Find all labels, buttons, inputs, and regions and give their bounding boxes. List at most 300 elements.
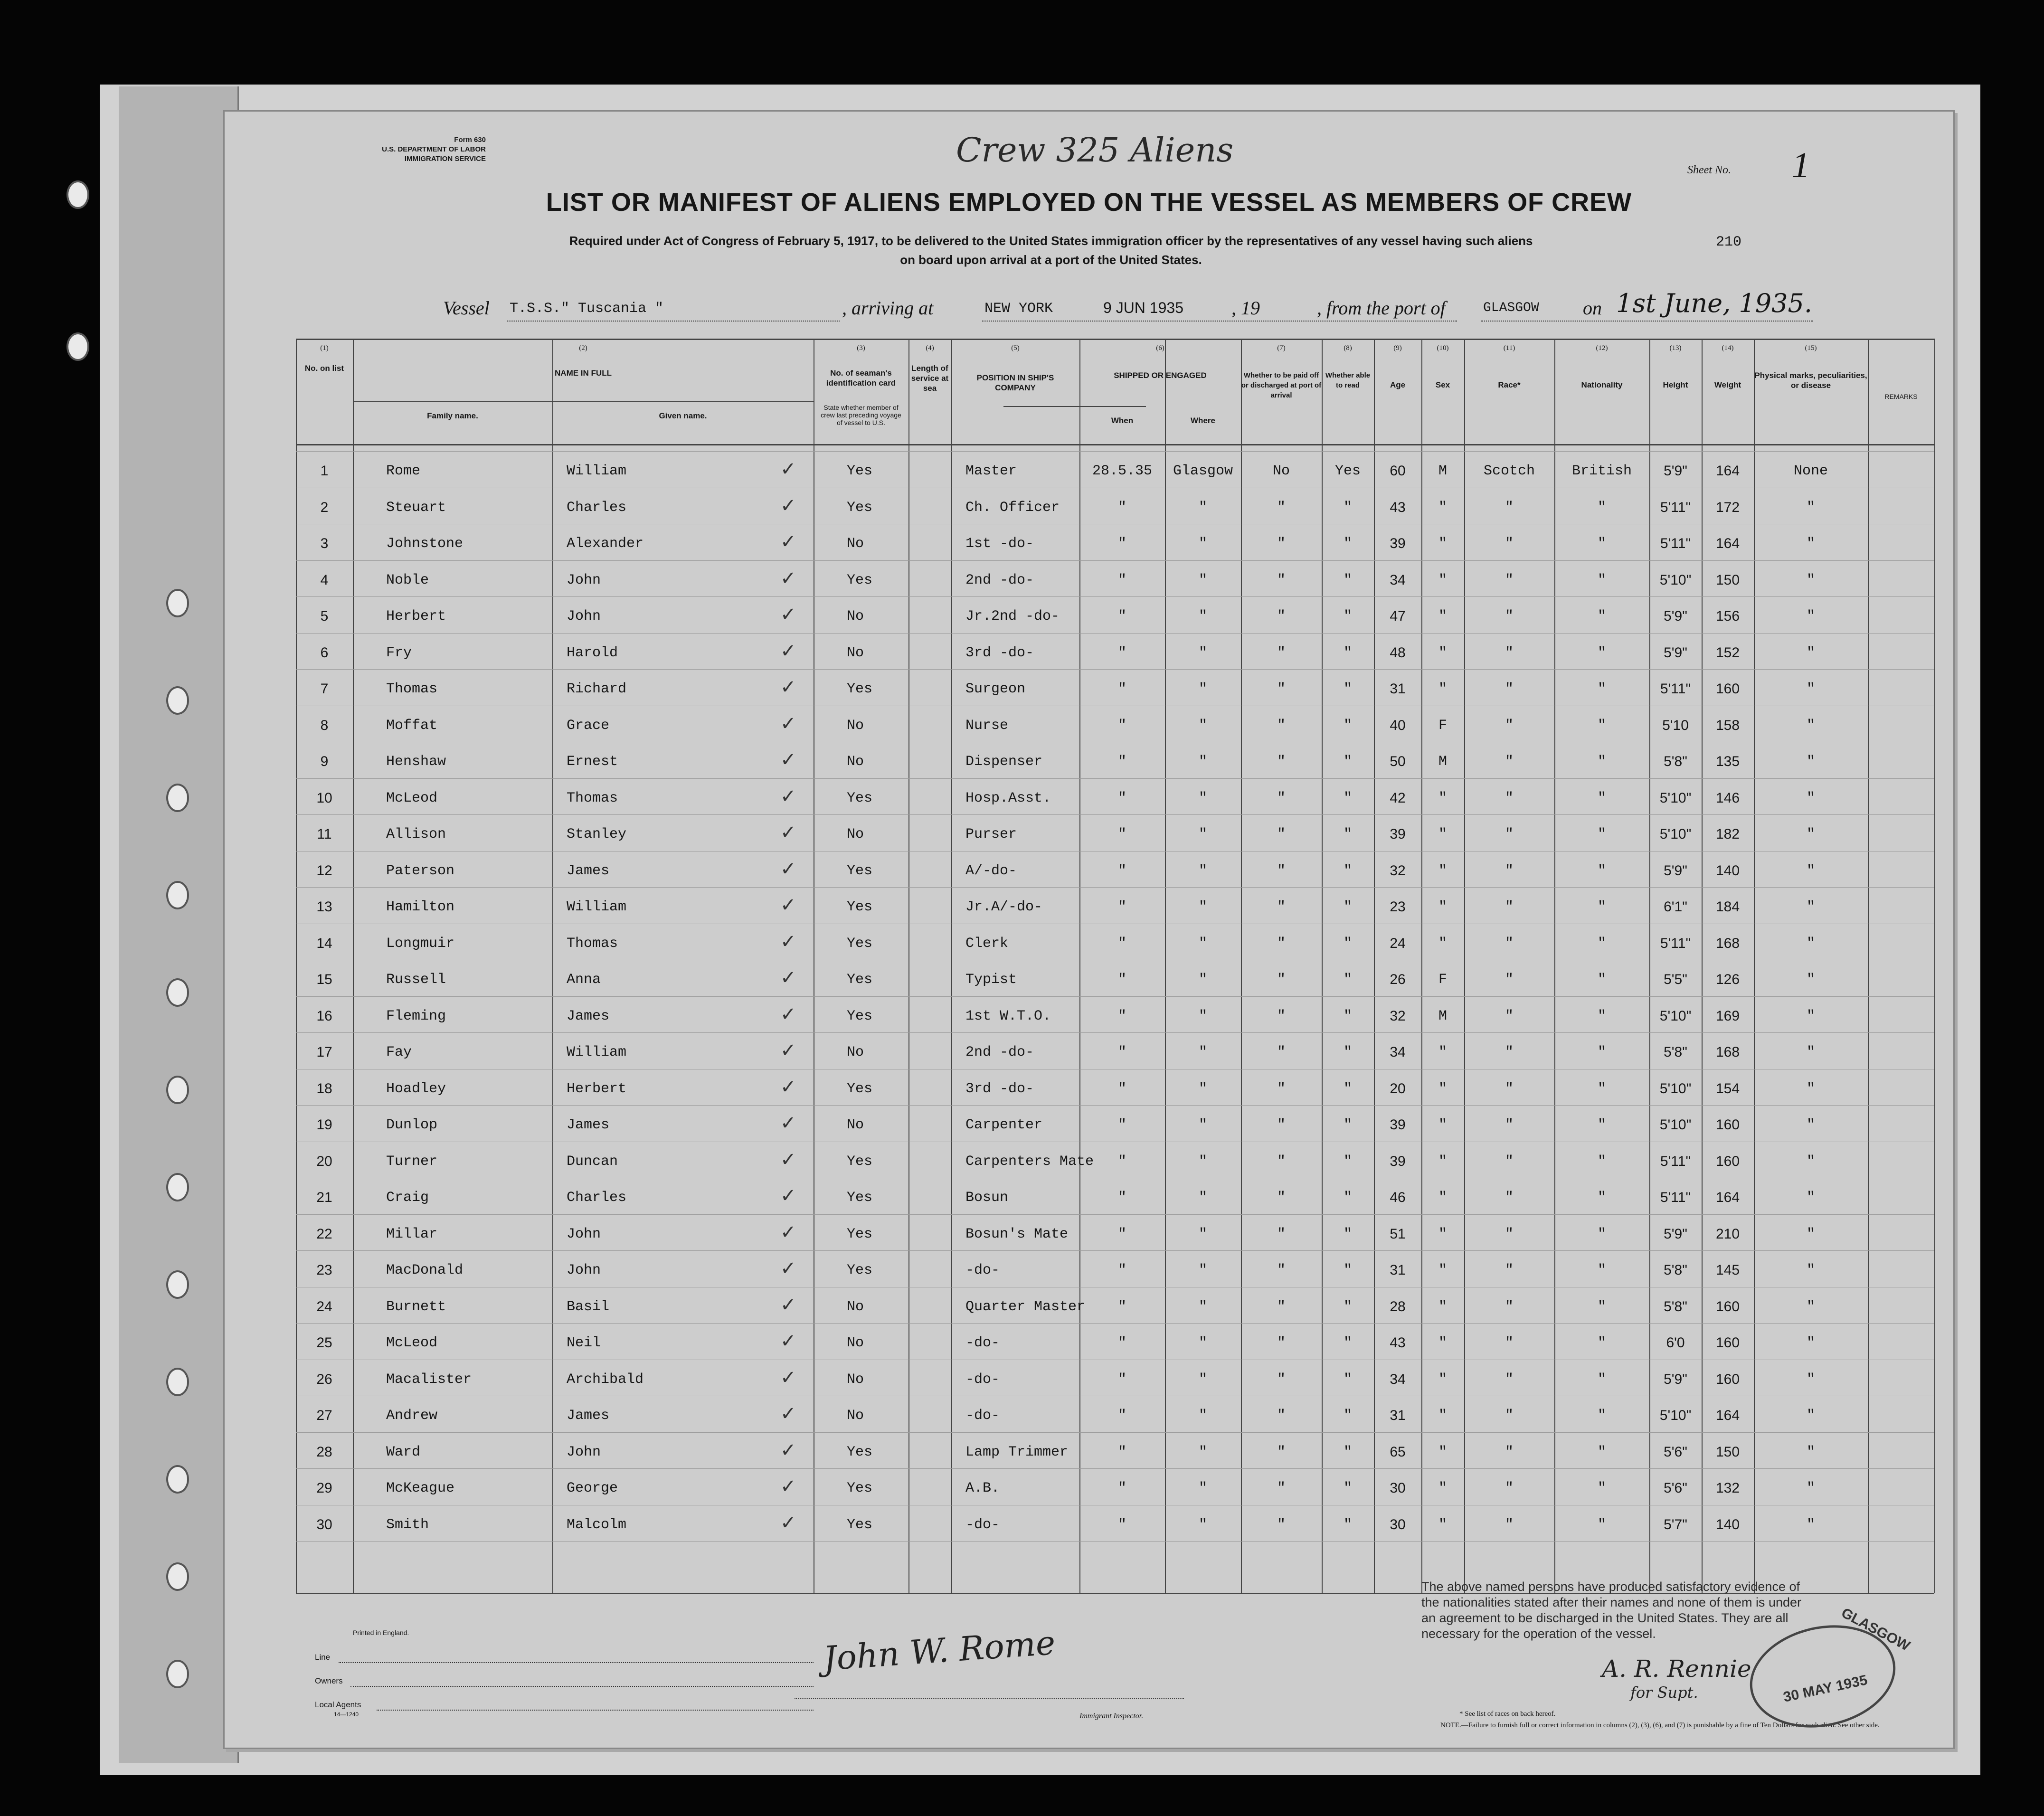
cell-race: " bbox=[1505, 1044, 1514, 1060]
cell-nationality: " bbox=[1597, 500, 1606, 516]
cell-marks: " bbox=[1806, 1190, 1815, 1206]
col11-number: (11) bbox=[1503, 344, 1515, 352]
cell-when: " bbox=[1117, 1154, 1126, 1170]
cell-nationality: " bbox=[1597, 1480, 1606, 1496]
cell-position: Jr.2nd -do- bbox=[965, 608, 1060, 624]
cell-no: 24 bbox=[316, 1299, 332, 1315]
binder-hole bbox=[166, 686, 189, 715]
cell-sex: M bbox=[1438, 1008, 1447, 1024]
cell-paid: " bbox=[1277, 1371, 1286, 1388]
col-header-family-name: Family name. bbox=[427, 411, 478, 420]
binder-hole bbox=[166, 1076, 189, 1104]
cell-height: 5'7" bbox=[1664, 1517, 1687, 1532]
cell-read: " bbox=[1343, 1444, 1352, 1460]
cell-height: 5'10 bbox=[1662, 718, 1689, 733]
cell-weight: 210 bbox=[1715, 1226, 1740, 1242]
cell-age: 65 bbox=[1390, 1444, 1406, 1460]
cell-family: Russell bbox=[386, 972, 446, 988]
cell-read: " bbox=[1343, 1081, 1352, 1097]
cell-height: 5'9" bbox=[1664, 1371, 1687, 1387]
cell-race: " bbox=[1505, 972, 1514, 988]
column-rule bbox=[1934, 339, 1935, 1593]
departure-date: 1st June, 1935. bbox=[1616, 288, 1813, 318]
shipped-subheader-rule bbox=[1003, 406, 1146, 407]
cell-marks: " bbox=[1806, 681, 1815, 697]
check-mark-icon: ✓ bbox=[780, 931, 796, 953]
cell-sex: " bbox=[1438, 936, 1447, 952]
cell-where: " bbox=[1198, 500, 1207, 516]
cell-prev: No bbox=[847, 1371, 864, 1388]
cell-marks: " bbox=[1806, 1044, 1815, 1060]
row-rule bbox=[296, 996, 1934, 997]
cell-where: " bbox=[1198, 1081, 1207, 1097]
cell-when: " bbox=[1117, 972, 1126, 988]
nationality-statement: The above named persons have produced satisfactory evidence of the nationalities stated after their names and none of them is under an agreement to be discharged in the United States. They are all necessary for the operation of the vessel. bbox=[1421, 1580, 1801, 1641]
binder-hole bbox=[166, 881, 189, 909]
cell-sex: " bbox=[1438, 500, 1447, 516]
cell-when: " bbox=[1117, 608, 1126, 624]
check-mark-icon: ✓ bbox=[780, 749, 796, 771]
cell-when: " bbox=[1117, 1517, 1126, 1533]
cell-read: " bbox=[1343, 1117, 1352, 1133]
col9-number: (9) bbox=[1393, 344, 1402, 352]
cell-marks: " bbox=[1806, 972, 1815, 988]
cell-prev: No bbox=[847, 718, 864, 734]
cell-given: Stanley bbox=[567, 826, 627, 842]
cell-family: Smith bbox=[386, 1517, 429, 1533]
cell-position: -do- bbox=[965, 1517, 1000, 1533]
cell-prev: Yes bbox=[847, 790, 873, 806]
cell-paid: " bbox=[1277, 936, 1286, 952]
cell-age: 32 bbox=[1390, 1008, 1406, 1024]
cell-read: " bbox=[1343, 1408, 1352, 1424]
cell-height: 5'9" bbox=[1664, 608, 1687, 624]
cell-where: " bbox=[1198, 681, 1207, 697]
cell-no: 18 bbox=[316, 1081, 332, 1097]
year-prefix: , 19 bbox=[1231, 297, 1260, 319]
cell-race: " bbox=[1505, 681, 1514, 697]
cell-prev: Yes bbox=[847, 463, 873, 479]
cell-position: Clerk bbox=[965, 936, 1009, 952]
row-rule bbox=[296, 633, 1934, 634]
column-rule bbox=[1241, 339, 1242, 1593]
cell-when: " bbox=[1117, 1299, 1126, 1315]
cell-nationality: " bbox=[1597, 936, 1606, 952]
cell-no: 9 bbox=[320, 754, 329, 769]
cell-prev: Yes bbox=[847, 863, 873, 879]
col8-number: (8) bbox=[1344, 344, 1352, 352]
cell-nationality: " bbox=[1597, 1335, 1606, 1351]
cell-when: 28.5.35 bbox=[1092, 463, 1153, 479]
check-mark-icon: ✓ bbox=[780, 1076, 796, 1098]
cell-when: " bbox=[1117, 681, 1126, 697]
cell-sex: " bbox=[1438, 1154, 1447, 1170]
cell-weight: 140 bbox=[1715, 1517, 1740, 1532]
cell-sex: " bbox=[1438, 1226, 1447, 1242]
cell-family: McLeod bbox=[386, 790, 438, 806]
cell-age: 46 bbox=[1390, 1190, 1406, 1205]
cell-marks: " bbox=[1806, 572, 1815, 588]
cell-position: Carpenters Mate bbox=[965, 1154, 1094, 1170]
arriving-label: , arriving at bbox=[842, 297, 934, 319]
cell-marks: " bbox=[1806, 1154, 1815, 1170]
cell-race: " bbox=[1505, 1081, 1514, 1097]
cell-weight: 168 bbox=[1715, 936, 1740, 951]
cell-given: Alexander bbox=[567, 536, 644, 552]
cell-no: 1 bbox=[320, 463, 329, 479]
cell-where: " bbox=[1198, 790, 1207, 806]
cell-given: John bbox=[567, 572, 601, 588]
cell-no: 13 bbox=[316, 899, 332, 915]
cell-nationality: " bbox=[1597, 1226, 1606, 1242]
check-mark-icon: ✓ bbox=[780, 894, 796, 916]
cell-race: " bbox=[1505, 1517, 1514, 1533]
cell-marks: " bbox=[1806, 1444, 1815, 1460]
inspector-label: Immigrant Inspector. bbox=[1079, 1712, 1144, 1720]
cell-given: Anna bbox=[567, 972, 601, 988]
cell-height: 5'11" bbox=[1660, 536, 1691, 551]
cell-read: " bbox=[1343, 790, 1352, 806]
cell-no: 29 bbox=[316, 1480, 332, 1496]
cell-weight: 164 bbox=[1715, 536, 1740, 551]
cell-marks: " bbox=[1806, 790, 1815, 806]
cell-family: Millar bbox=[386, 1226, 438, 1242]
cell-sex: " bbox=[1438, 1081, 1447, 1097]
column-rule bbox=[1322, 339, 1323, 1593]
cell-weight: 164 bbox=[1715, 463, 1740, 479]
table-header-rule bbox=[296, 444, 1934, 445]
cell-position: Purser bbox=[965, 826, 1017, 842]
column-rule bbox=[1079, 339, 1080, 1593]
cell-position: Ch. Officer bbox=[965, 500, 1060, 516]
cell-nationality: " bbox=[1597, 1408, 1606, 1424]
cell-nationality: " bbox=[1597, 754, 1606, 770]
cell-sex: " bbox=[1438, 1517, 1447, 1533]
cell-sex: " bbox=[1438, 863, 1447, 879]
cell-paid: " bbox=[1277, 899, 1286, 915]
cell-height: 5'9" bbox=[1664, 1226, 1687, 1242]
row-rule bbox=[296, 1468, 1934, 1469]
cell-height: 5'5" bbox=[1664, 972, 1687, 987]
cell-prev: Yes bbox=[847, 1081, 873, 1097]
cell-read: " bbox=[1343, 936, 1352, 952]
cell-paid: " bbox=[1277, 645, 1286, 661]
cell-prev: Yes bbox=[847, 936, 873, 952]
check-mark-icon: ✓ bbox=[780, 458, 796, 480]
cell-family: Steuart bbox=[386, 500, 446, 516]
cell-marks: " bbox=[1806, 1517, 1815, 1533]
cell-paid: " bbox=[1277, 1299, 1286, 1315]
cell-no: 22 bbox=[316, 1226, 332, 1242]
cell-family: Fleming bbox=[386, 1008, 446, 1024]
column-rule bbox=[552, 339, 553, 1593]
cell-read: " bbox=[1343, 1517, 1352, 1533]
cell-race: " bbox=[1505, 1226, 1514, 1242]
cell-read: " bbox=[1343, 863, 1352, 879]
cell-read: " bbox=[1343, 572, 1352, 588]
cell-position: Carpenter bbox=[965, 1117, 1043, 1133]
check-mark-icon: ✓ bbox=[780, 1149, 796, 1171]
cell-age: 24 bbox=[1390, 936, 1406, 951]
cell-age: 42 bbox=[1390, 790, 1406, 806]
cell-no: 25 bbox=[316, 1335, 332, 1351]
cell-age: 32 bbox=[1390, 863, 1406, 879]
cell-race: " bbox=[1505, 790, 1514, 806]
cell-when: " bbox=[1117, 1408, 1126, 1424]
cell-race: " bbox=[1505, 1444, 1514, 1460]
cell-no: 28 bbox=[316, 1444, 332, 1460]
cell-height: 5'10" bbox=[1659, 1081, 1692, 1097]
check-mark-icon: ✓ bbox=[780, 1439, 796, 1461]
cell-marks: " bbox=[1806, 1408, 1815, 1424]
cell-no: 8 bbox=[320, 718, 329, 733]
cell-given: James bbox=[567, 1117, 610, 1133]
cell-no: 6 bbox=[320, 645, 329, 661]
cell-sex: M bbox=[1438, 754, 1447, 770]
row-rule bbox=[296, 1105, 1934, 1106]
cell-height: 5'9" bbox=[1664, 645, 1687, 661]
col-header-length-of-service: Length of service at sea bbox=[911, 364, 949, 393]
column-rule bbox=[1754, 339, 1755, 1593]
cell-where: Glasgow bbox=[1173, 463, 1233, 479]
check-mark-icon: ✓ bbox=[780, 1112, 796, 1134]
cell-no: 5 bbox=[320, 608, 329, 624]
cell-position: Master bbox=[965, 463, 1017, 479]
cell-where: " bbox=[1198, 863, 1207, 879]
races-footnote: * See list of races on back hereof. bbox=[1459, 1710, 1556, 1718]
cell-read: " bbox=[1343, 826, 1352, 842]
cell-paid: " bbox=[1277, 863, 1286, 879]
cell-marks: " bbox=[1806, 1117, 1815, 1133]
cell-family: Allison bbox=[386, 826, 446, 842]
col4-number: (4) bbox=[926, 344, 934, 352]
cell-sex: " bbox=[1438, 1262, 1447, 1278]
cell-family: Thomas bbox=[386, 681, 438, 697]
cell-sex: " bbox=[1438, 1299, 1447, 1315]
cell-weight: 135 bbox=[1715, 754, 1740, 769]
column-rule bbox=[1868, 339, 1869, 1593]
cell-given: William bbox=[567, 899, 627, 915]
cell-age: 26 bbox=[1390, 972, 1406, 987]
cell-age: 34 bbox=[1390, 1371, 1406, 1387]
cell-age: 30 bbox=[1390, 1480, 1406, 1496]
cell-age: 34 bbox=[1390, 1044, 1406, 1060]
cell-no: 7 bbox=[320, 681, 329, 697]
check-mark-icon: ✓ bbox=[780, 1403, 796, 1425]
cell-height: 5'8" bbox=[1664, 754, 1687, 769]
cell-sex: " bbox=[1438, 826, 1447, 842]
cell-age: 47 bbox=[1390, 608, 1406, 624]
cell-no: 19 bbox=[316, 1117, 332, 1133]
cell-weight: 158 bbox=[1715, 718, 1740, 733]
cell-weight: 132 bbox=[1715, 1480, 1740, 1496]
cell-family: McKeague bbox=[386, 1480, 455, 1496]
col14-number: (14) bbox=[1722, 344, 1734, 352]
cell-age: 48 bbox=[1390, 645, 1406, 661]
cell-paid: " bbox=[1277, 500, 1286, 516]
cell-marks: " bbox=[1806, 1226, 1815, 1242]
cell-weight: 160 bbox=[1715, 1299, 1740, 1315]
check-mark-icon: ✓ bbox=[780, 822, 796, 843]
cell-no: 12 bbox=[316, 863, 332, 879]
cell-given: Thomas bbox=[567, 936, 618, 952]
cell-paid: " bbox=[1277, 1008, 1286, 1024]
cell-sex: " bbox=[1438, 1371, 1447, 1388]
col12-number: (12) bbox=[1596, 344, 1608, 352]
cell-family: Turner bbox=[386, 1154, 438, 1170]
cell-family: Rome bbox=[386, 463, 421, 479]
cell-paid: " bbox=[1277, 1154, 1286, 1170]
col-header-shipped: SHIPPED OR ENGAGED bbox=[1114, 371, 1207, 380]
cell-sex: " bbox=[1438, 608, 1447, 624]
cell-weight: 140 bbox=[1715, 863, 1740, 879]
page-title: LIST OR MANIFEST OF ALIENS EMPLOYED ON THE VESSEL AS MEMBERS OF CREW bbox=[546, 188, 1632, 217]
cell-where: " bbox=[1198, 536, 1207, 552]
arrival-port: NEW YORK bbox=[984, 301, 1053, 317]
column-rule bbox=[1649, 339, 1650, 1593]
cell-weight: 168 bbox=[1715, 1044, 1740, 1060]
cell-race: " bbox=[1505, 608, 1514, 624]
cell-prev: No bbox=[847, 1335, 864, 1351]
cell-given: John bbox=[567, 1262, 601, 1278]
cell-where: " bbox=[1198, 1480, 1207, 1496]
cell-when: " bbox=[1117, 790, 1126, 806]
cell-family: Herbert bbox=[386, 608, 446, 624]
cell-height: 5'11" bbox=[1660, 681, 1691, 697]
cell-age: 39 bbox=[1390, 536, 1406, 551]
cell-race: Scotch bbox=[1483, 463, 1535, 479]
subtitle-line-2: on board upon arrival at a port of the United States. bbox=[900, 253, 1202, 267]
cell-when: " bbox=[1117, 754, 1126, 770]
cell-age: 34 bbox=[1390, 572, 1406, 588]
cell-marks: " bbox=[1806, 1081, 1815, 1097]
cell-family: Longmuir bbox=[386, 936, 455, 952]
cell-position: 3rd -do- bbox=[965, 645, 1034, 661]
cell-given: William bbox=[567, 463, 627, 479]
stamp-place: GLASGOW bbox=[1838, 1605, 1913, 1655]
cell-where: " bbox=[1198, 826, 1207, 842]
cell-no: 17 bbox=[316, 1044, 332, 1060]
cell-family: Macalister bbox=[386, 1371, 472, 1388]
cell-read: Yes bbox=[1334, 463, 1361, 479]
cell-sex: " bbox=[1438, 1117, 1447, 1133]
col-header-nationality: Nationality bbox=[1581, 380, 1623, 389]
row-rule bbox=[296, 1541, 1934, 1542]
cell-position: Bosun's Mate bbox=[965, 1226, 1069, 1242]
cell-when: " bbox=[1117, 572, 1126, 588]
cell-weight: 169 bbox=[1715, 1008, 1740, 1024]
page-subtitle bbox=[429, 231, 1673, 269]
cell-sex: F bbox=[1438, 718, 1447, 734]
col-header-able-to-read: Whether able to read bbox=[1325, 371, 1371, 389]
cell-sex: " bbox=[1438, 572, 1447, 588]
col-header-given-name: Given name. bbox=[659, 411, 707, 420]
cell-race: " bbox=[1505, 1299, 1514, 1315]
cell-height: 5'10" bbox=[1659, 572, 1692, 588]
cell-nationality: " bbox=[1597, 972, 1606, 988]
cell-when: " bbox=[1117, 1371, 1126, 1388]
check-mark-icon: ✓ bbox=[780, 858, 796, 880]
cell-nationality: " bbox=[1597, 1190, 1606, 1206]
cell-race: " bbox=[1505, 1371, 1514, 1388]
col5-number: (5) bbox=[1011, 344, 1020, 352]
cell-when: " bbox=[1117, 863, 1126, 879]
cell-where: " bbox=[1198, 1262, 1207, 1278]
col-header-position: POSITION IN SHIP'S COMPANY bbox=[976, 373, 1054, 392]
cell-paid: " bbox=[1277, 572, 1286, 588]
column-rule bbox=[1702, 339, 1703, 1593]
cell-prev: Yes bbox=[847, 681, 873, 697]
cell-given: John bbox=[567, 1444, 601, 1460]
cell-prev: Yes bbox=[847, 572, 873, 588]
cell-race: " bbox=[1505, 899, 1514, 915]
inspector-signature: John W. Rome bbox=[822, 1623, 1057, 1678]
col-header-sex: Sex bbox=[1435, 380, 1450, 389]
cell-weight: 164 bbox=[1715, 1408, 1740, 1423]
check-mark-icon: ✓ bbox=[780, 785, 796, 807]
cell-no: 20 bbox=[316, 1154, 332, 1169]
cell-height: 5'11" bbox=[1660, 1154, 1691, 1169]
cell-sex: " bbox=[1438, 1044, 1447, 1060]
cell-weight: 172 bbox=[1715, 500, 1740, 515]
col-header-height: Height bbox=[1663, 380, 1688, 389]
cell-age: 43 bbox=[1390, 500, 1406, 515]
cell-prev: No bbox=[847, 826, 864, 842]
cell-race: " bbox=[1505, 572, 1514, 588]
cell-height: 5'8" bbox=[1664, 1262, 1687, 1278]
column-rule bbox=[353, 339, 354, 1593]
cell-age: 51 bbox=[1390, 1226, 1406, 1242]
cell-paid: " bbox=[1277, 1044, 1286, 1060]
local-agents-label: Local Agents bbox=[315, 1700, 361, 1709]
cell-position: Quarter Master bbox=[965, 1299, 1086, 1315]
cell-when: " bbox=[1117, 1117, 1126, 1133]
cell-family: Dunlop bbox=[386, 1117, 438, 1133]
cell-age: 20 bbox=[1390, 1081, 1406, 1097]
cell-family: McLeod bbox=[386, 1335, 438, 1351]
cell-when: " bbox=[1117, 1226, 1126, 1242]
penalty-footnote: NOTE.—Failure to furnish full or correct information in columns (2), (3), (6), and (7) is punishable by a fine of Ten Dollars for each alien. See other side. bbox=[1440, 1721, 1880, 1729]
col10-number: (10) bbox=[1437, 344, 1449, 352]
cell-height: 5'9" bbox=[1664, 863, 1687, 879]
subtitle-line-1: Required under Act of Congress of February 5, 1917, to be delivered to the United States immigration officer by the representatives of any vessel having such aliens bbox=[569, 234, 1533, 248]
cell-marks: " bbox=[1806, 1371, 1815, 1388]
cell-read: " bbox=[1343, 1044, 1352, 1060]
cell-family: Andrew bbox=[386, 1408, 438, 1424]
binder-hole bbox=[166, 1660, 189, 1688]
cell-marks: " bbox=[1806, 899, 1815, 915]
cell-prev: No bbox=[847, 754, 864, 770]
cell-sex: " bbox=[1438, 1335, 1447, 1351]
cell-family: Hamilton bbox=[386, 899, 455, 915]
col15-number: (15) bbox=[1805, 344, 1817, 352]
cell-nationality: " bbox=[1597, 1371, 1606, 1388]
check-mark-icon: ✓ bbox=[780, 713, 796, 735]
cell-age: 43 bbox=[1390, 1335, 1406, 1351]
check-mark-icon: ✓ bbox=[780, 967, 796, 989]
column-rule bbox=[908, 339, 909, 1593]
cell-race: " bbox=[1505, 1262, 1514, 1278]
row-rule bbox=[296, 1250, 1934, 1251]
check-mark-icon: ✓ bbox=[780, 1294, 796, 1316]
cell-prev: No bbox=[847, 645, 864, 661]
cell-when: " bbox=[1117, 1335, 1126, 1351]
cell-read: " bbox=[1343, 899, 1352, 915]
cell-given: Neil bbox=[567, 1335, 601, 1351]
col6-number: (6) bbox=[1156, 344, 1164, 352]
cell-where: " bbox=[1198, 1444, 1207, 1460]
column-rule bbox=[1165, 339, 1166, 1593]
